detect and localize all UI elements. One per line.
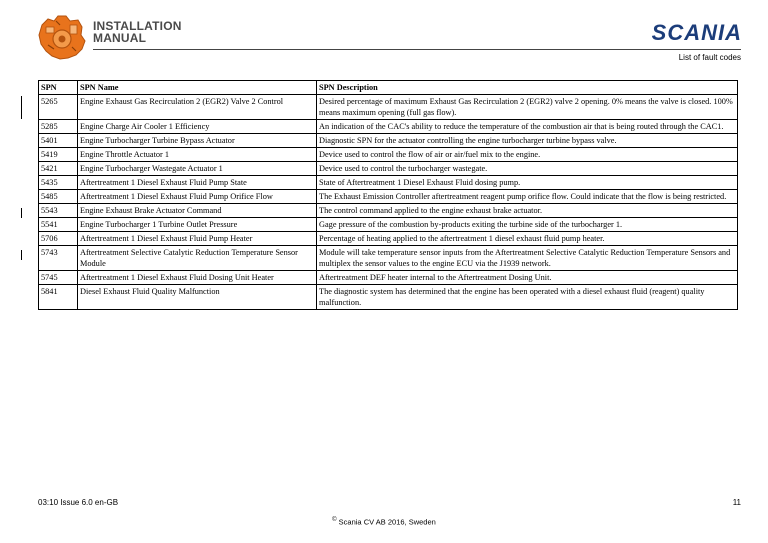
spn-description-cell: Gage pressure of the combustion by-products exiting the turbine side of the turbocharger 1. bbox=[317, 218, 738, 232]
table-row bbox=[39, 190, 738, 204]
spn-name-cell: Engine Charge Air Cooler 1 Efficiency bbox=[78, 120, 317, 134]
spn-description-cell: The diagnostic system has determined that the engine has been operated with a diesel exhaust fluid (reagent) quality malfunction. bbox=[317, 285, 738, 310]
table-header-row bbox=[39, 81, 738, 95]
engine-logo-icon bbox=[34, 11, 88, 65]
spn-description-cell: Module will take temperature sensor inputs from the Aftertreatment Selective Catalytic Reduction Temperature Sensors and multiplex the sensor values to the engine ECU via the J1939 network. bbox=[317, 246, 738, 271]
spn-description-cell: Diagnostic SPN for the actuator controlling the engine turbocharger turbine bypass valve. bbox=[317, 134, 738, 148]
spn-name-cell: Engine Throttle Actuator 1 bbox=[78, 148, 317, 162]
fault-codes-table bbox=[38, 80, 738, 310]
copyright-text: Scania CV AB 2016, Sweden bbox=[338, 517, 436, 527]
spn-description-cell: Device used to control the flow of air or air/fuel mix to the engine. bbox=[317, 148, 738, 162]
change-bar bbox=[21, 96, 22, 119]
change-bar bbox=[21, 250, 22, 260]
spn-cell: 5743 bbox=[39, 246, 78, 271]
manual-title bbox=[93, 20, 182, 44]
spn-description-cell: Desired percentage of maximum Exhaust Gas Recirculation 2 (EGR2) valve 2 opening. 0% means the valve is closed. 100% means maximum opening (full gas flow). bbox=[317, 95, 738, 120]
spn-description-cell: Aftertreatment DEF heater internal to the Aftertreatment Dosing Unit. bbox=[317, 271, 738, 285]
table-row bbox=[39, 271, 738, 285]
table-row bbox=[39, 285, 738, 310]
spn-name-cell: Engine Exhaust Brake Actuator Command bbox=[78, 204, 317, 218]
spn-cell: 5745 bbox=[39, 271, 78, 285]
copyright-symbol: © bbox=[332, 517, 337, 523]
spn-description-cell: An indication of the CAC's ability to reduce the temperature of the combustion air that is being routed through the CAC1. bbox=[317, 120, 738, 134]
spn-cell: 5485 bbox=[39, 190, 78, 204]
spn-cell: 5841 bbox=[39, 285, 78, 310]
table-row bbox=[39, 218, 738, 232]
spn-description-cell: The control command applied to the engine exhaust brake actuator. bbox=[317, 204, 738, 218]
spn-name-cell: Aftertreatment 1 Diesel Exhaust Fluid Pump State bbox=[78, 176, 317, 190]
copyright-notice bbox=[0, 517, 768, 527]
table-row bbox=[39, 246, 738, 271]
spn-description-cell: State of Aftertreatment 1 Diesel Exhaust Fluid dosing pump. bbox=[317, 176, 738, 190]
spn-description-cell: Percentage of heating applied to the aftertreatment 1 diesel exhaust fluid pump heater. bbox=[317, 232, 738, 246]
spn-cell: 5421 bbox=[39, 162, 78, 176]
header-spn-description: SPN Description bbox=[317, 81, 738, 95]
section-title: List of fault codes bbox=[678, 53, 741, 62]
table-row bbox=[39, 204, 738, 218]
spn-cell: 5285 bbox=[39, 120, 78, 134]
table-row bbox=[39, 176, 738, 190]
spn-cell: 5265 bbox=[39, 95, 78, 120]
spn-cell: 5401 bbox=[39, 134, 78, 148]
manual-title-line1: INSTALLATION bbox=[93, 19, 182, 33]
spn-name-cell: Aftertreatment 1 Diesel Exhaust Fluid Pump Orifice Flow bbox=[78, 190, 317, 204]
header-divider bbox=[93, 49, 741, 50]
spn-description-cell: Device used to control the turbocharger wastegate. bbox=[317, 162, 738, 176]
spn-name-cell: Aftertreatment Selective Catalytic Reduction Temperature Sensor Module bbox=[78, 246, 317, 271]
spn-name-cell: Engine Turbocharger 1 Turbine Outlet Pressure bbox=[78, 218, 317, 232]
scania-brand-logo: SCANIA bbox=[651, 20, 742, 45]
header-spn-name: SPN Name bbox=[78, 81, 317, 95]
issue-info: 03:10 Issue 6.0 en-GB bbox=[38, 498, 119, 507]
spn-cell: 5706 bbox=[39, 232, 78, 246]
spn-cell: 5435 bbox=[39, 176, 78, 190]
change-bar bbox=[21, 208, 22, 218]
manual-title-line2: MANUAL bbox=[93, 31, 147, 45]
table-row bbox=[39, 134, 738, 148]
spn-description-cell: The Exhaust Emission Controller aftertreatment reagent pump orifice flow. Could indicate that the flow is being restricted. bbox=[317, 190, 738, 204]
spn-name-cell: Aftertreatment 1 Diesel Exhaust Fluid Pump Heater bbox=[78, 232, 317, 246]
spn-name-cell: Diesel Exhaust Fluid Quality Malfunction bbox=[78, 285, 317, 310]
spn-name-cell: Engine Turbocharger Wastegate Actuator 1 bbox=[78, 162, 317, 176]
table-row bbox=[39, 232, 738, 246]
table-row bbox=[39, 95, 738, 120]
spn-name-cell: Engine Turbocharger Turbine Bypass Actuator bbox=[78, 134, 317, 148]
spn-cell: 5543 bbox=[39, 204, 78, 218]
spn-name-cell: Engine Exhaust Gas Recirculation 2 (EGR2) Valve 2 Control bbox=[78, 95, 317, 120]
spn-cell: 5419 bbox=[39, 148, 78, 162]
page-number: 11 bbox=[732, 498, 741, 507]
table-row bbox=[39, 120, 738, 134]
spn-cell: 5541 bbox=[39, 218, 78, 232]
table-row bbox=[39, 148, 738, 162]
header-spn: SPN bbox=[39, 81, 78, 95]
table-row bbox=[39, 162, 738, 176]
spn-name-cell: Aftertreatment 1 Diesel Exhaust Fluid Dosing Unit Heater bbox=[78, 271, 317, 285]
